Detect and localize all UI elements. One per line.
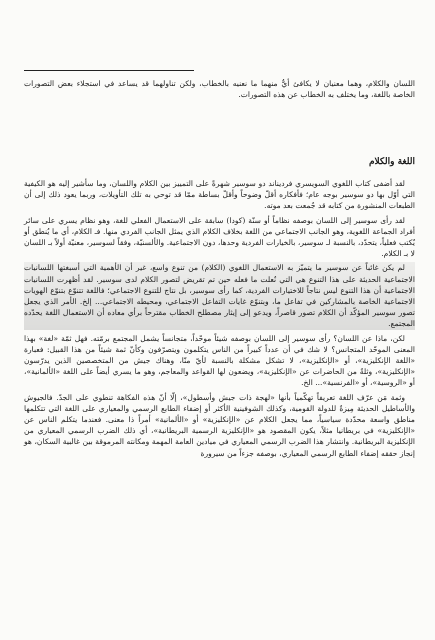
continuation-paragraph [24,78,415,100]
paragraph-3: لم يكن غائباً عن سوسير ما يتميّز به الاستعمال اللغوي (الكلام) من تنوع واسع، غير أن الأهمية التي أسبغتها اللسانيات الاجتماعية الحديثة على هذا التنوع هي التي نُعلت ما فعله حين تم تقريض لتصور الكلام لدى سوسير. لقد أظهرت اللسانيات الاجتماعية أن هذا التنوع ليس نتاجاً للاختيارات الفردية، كما رأى سوسير، بل نتاج للتنوع الاجتماعي؛ فاللغة تتنوّع بتنوّع الهويات الاجتماعية الخاصة بالمشاركين في تفاعل ما، وبتنوّع غايات التفاعل الاجتماعي، ومحيطه الاجتماعي... إلخ. الأمر الذي يجعل تصور سوسير المؤكّد أن الكلام تصور قاصراً، ويدعو إلى إيثار مصطلح الخطاب مقترحاً برأي معاده أن الاستعمال اللغة يحدّده المجتمع. [24,263,415,329]
paragraph-4: لكن، ماذا عن اللسان؟ رأى سوسير إلى اللسان بوصفه شيئاً موحّداً، متجانساً يشمل المجتمع برمّته. فهل ثمّة «لغة» بهذا المعنى الموحّد المتجانس؟ لا شك في أن عدداً كبيراً من الناس يتكلمون ويتصرّفون وكأنّ ثمة شيئاً من هذا القبيل: فعبارة «اللغة الإنكليزية»، أو «الإنكليزية»، لا تشكل مشكلة بالنسبة لأيّ منّا، وهناك جيش من المتخصصين الذين يدرّسون «الإنكليزية»، وثلةٌ من الحاضرات عن «الإنكليزية»، ويضعون لها القواعد والمعاجم، وهو ما يسري أيضاً على اللغة «الألمانية»، أو «الروسية»، أو «الفرنسية»... الخ. [24,333,415,388]
top-divider-rule [24,70,194,71]
section-body [24,178,415,462]
paragraph-text: اللسان والكلام، وهما معنيان لا يكافئ أيٌّ منهما ما نعنيه بالخطاب، ولكن تناولهما قد يساعد في استجلاء بعض التصورات الخاصة باللغة، وما يختلف به الخطاب عن هذه التصورات. [24,79,415,100]
paragraph-5: وثمة مَن عرّف اللغة تعريفاً تهكّمياً بأنها «لهجة ذات جيش وأسطول»، إلّا أنّ هذه الفكاهة تنطوي على الجدّ. فالجيوش والأساطيل الحديثة مِيزةٌ للدولة القومية، وكذلك الشوفينية الأكثر أو إضفاء الطابع الرسمي والمعياري على اللغة التي تتكلمها مناطق واسعة محدّدة سياسياً، مما يجعل الكلام عن «الإنكليزية» أو «الألمانية» أمراً ذا معنى. فعندما يتكلم الناس عن «الإنكليزية» في بريطانيا مثلاً، يكون المقصود هو «الإنكليزية الرسمية البريطانية»، أي ذلك الضرب الرسمي المعياري من الإنكليزية البريطانية. وانتشار هذا الضرب الرسمي المعياري في ميادين العامة المهمة ومكانته المرموقة بين غالبية السكان، هو إنجاز حققه إضفاء الطابع الرسمي المعياري، بوصفه جزءاً من سيرورة [24,392,415,458]
paragraph-1: لقد أضفى كتاب اللغوي السويسري فرديناند دو سوسير شهرةً على التمييز بين الكلام واللسان، وما سأشير إليه هو الكيفية التي أوّل بها دو سوسير بوجه عام؛ فأفكاره أقلّ وضوحاً وأقلّ بساطة ممّا قد توحي به تلك التأويلات، وربما يعود ذلك إلى أن الطبعات المنشورة من كتابه قد جُمعت بعد موته. [24,179,415,211]
section-heading: اللغة والكلام [368,157,415,167]
paragraph-2: لقد رأى سوسير إلى اللسان بوصفه نظاماً أو سنّة (كودا) سابقة على الاستعمال الفعلي للغة، وهو نظام يسري على سائر أفراد الجماعة اللغوية، وهو الجانب الاجتماعي من اللغة بخلاف الكلام الذي يمثل الجانب الفردي منها. فـ الكلام، أي ما يُنطق أو يُكتب فعلياً، يتحدّد، بالنسبة لـ سوسير، بالخيارات الفردية وحدها، دون الاجتماعية. والألسنيّة، وفقاً لسوسير، معنيّة أولاً بـ اللسان لا بـ الكلام. [24,215,415,259]
